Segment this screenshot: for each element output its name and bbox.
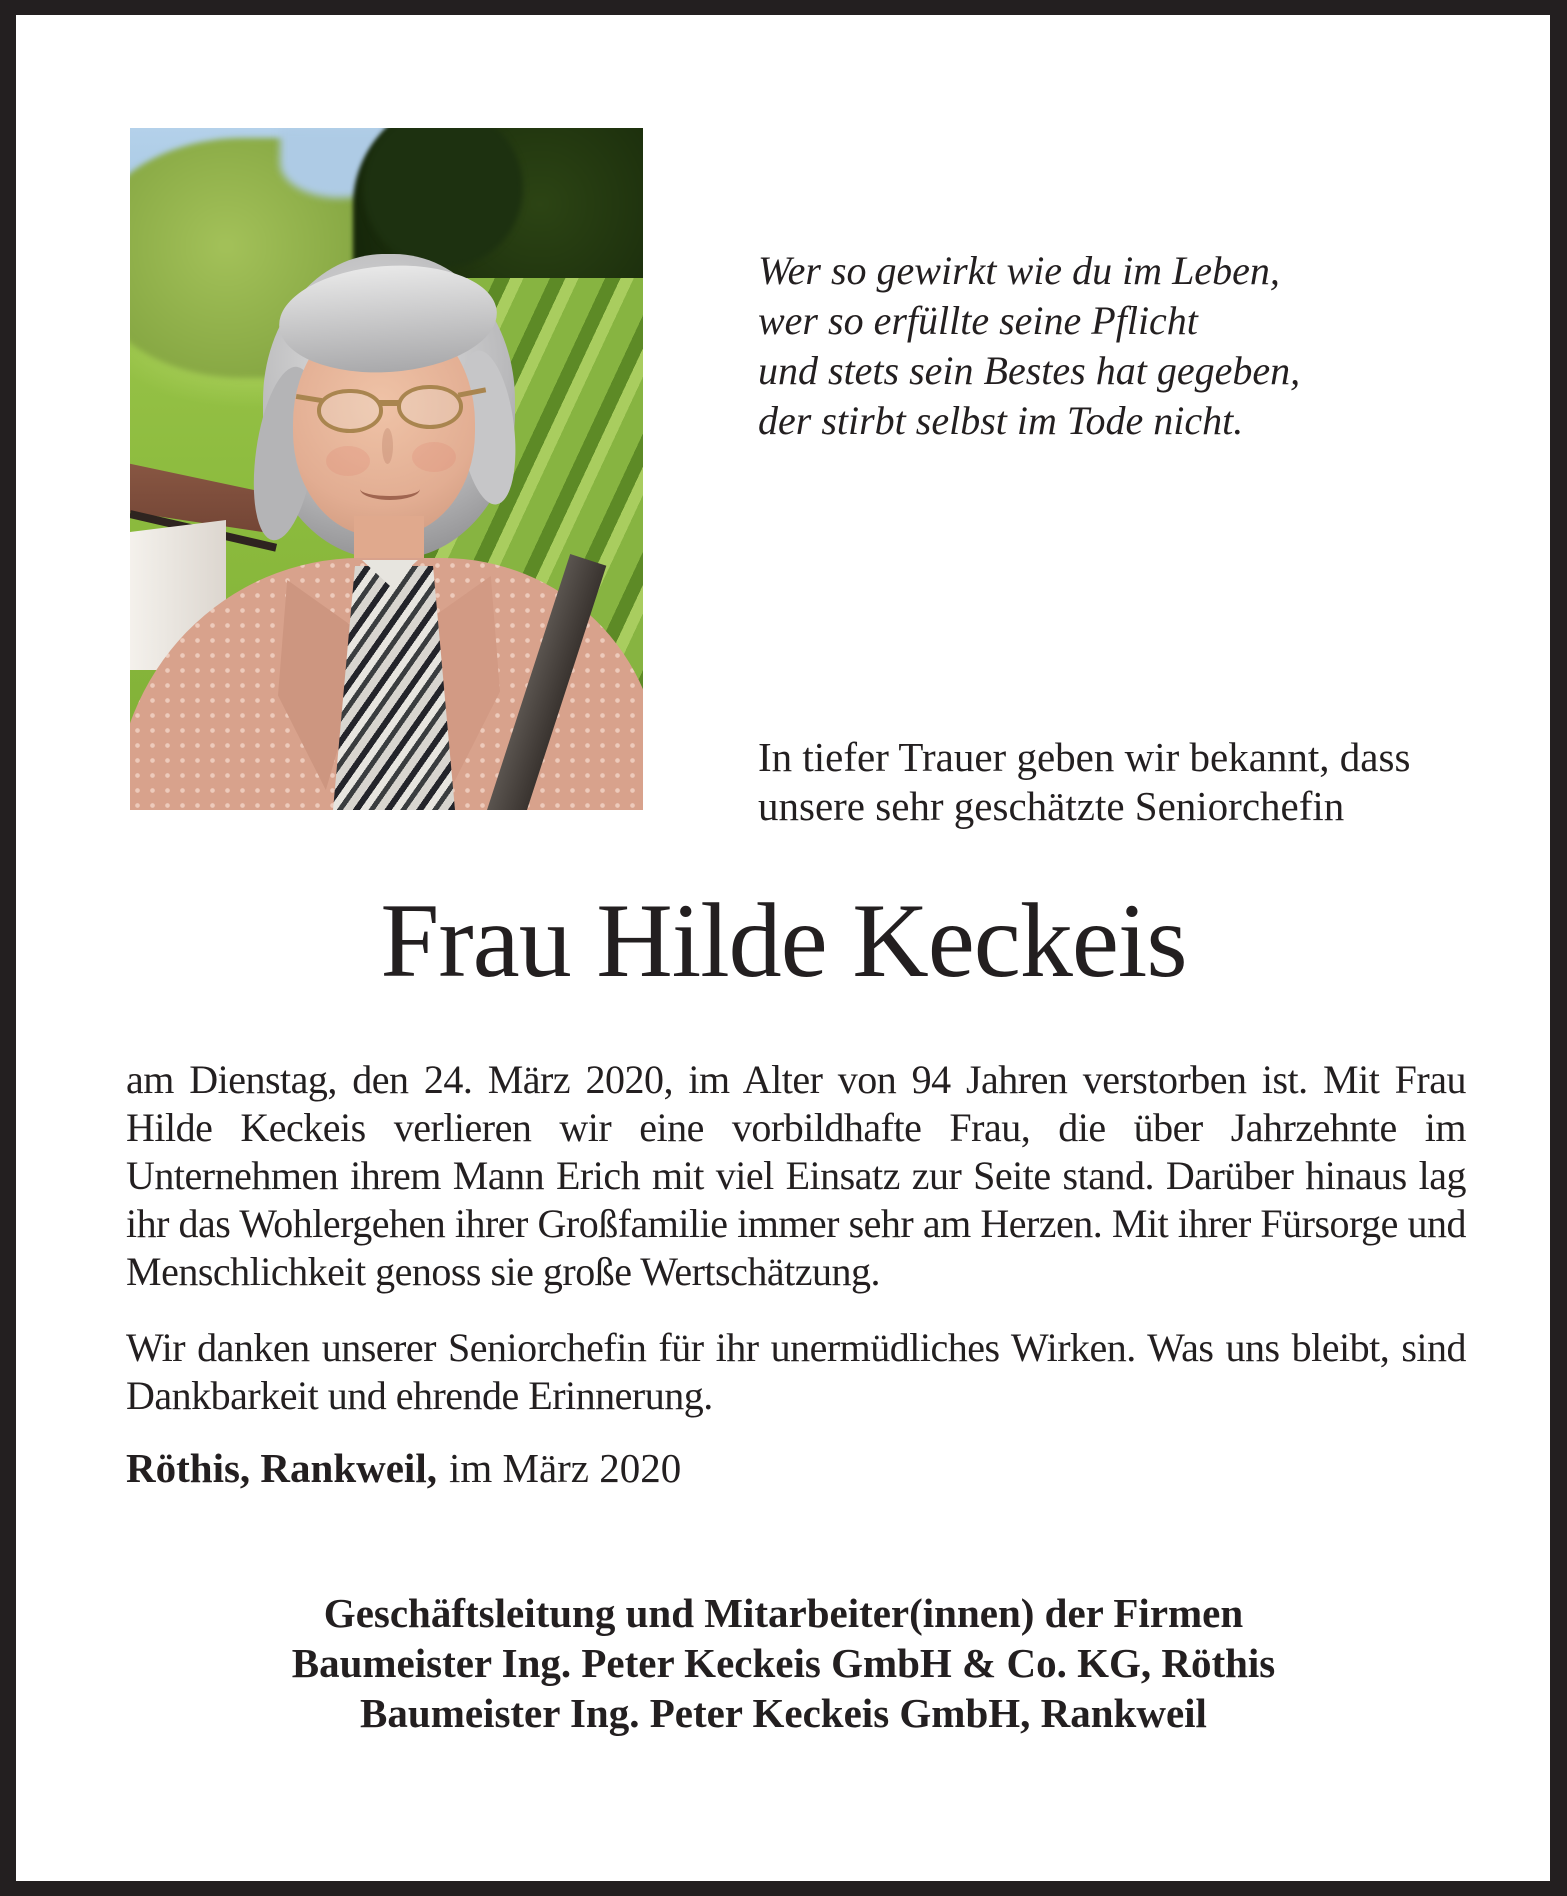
verse-line-2: wer so erfüllte seine Pflicht: [758, 298, 1198, 343]
photo-glasses-right-lens: [397, 385, 463, 429]
dateline: [126, 1444, 681, 1492]
photo-cheek-left: [326, 446, 370, 476]
dateline-date: im März 2020: [448, 1445, 682, 1491]
obituary-paragraph-1: am Dienstag, den 24. März 2020, im Alter von 94 Jahren verstorben ist. Mit Frau Hilde Keckeis verlieren wir eine vorbildhafte Frau, die über Jahrzehnte im Unternehmen ihrem Mann Erich mit viel Einsatz zur Seite stand. Darüber hinaus lag ihr das Wohlergehen ihrer Großfamilie immer sehr am Herzen. Mit ihrer Fürsorge und Menschlichkeit genoss sie große Wertschätzung.: [126, 1057, 1466, 1294]
announcement-line-1: In tiefer Trauer geben wir bekannt, dass: [758, 734, 1411, 780]
dateline-places: Röthis, Rankweil,: [126, 1445, 437, 1491]
photo-nose-shadow: [382, 428, 393, 464]
memorial-verse: [758, 246, 1300, 446]
deceased-name: Frau Hilde Keckeis: [380, 882, 1187, 999]
verse-line-3: und stets sein Bestes hat gegeben,: [758, 348, 1301, 393]
announcement: [758, 733, 1410, 831]
signature-line-2: Baumeister Ing. Peter Keckeis GmbH & Co. KG, Röthis: [291, 1640, 1276, 1686]
signature-block: [0, 1588, 1567, 1738]
signature-line-3: Baumeister Ing. Peter Keckeis GmbH, Rankweil: [360, 1690, 1207, 1736]
verse-line-1: Wer so gewirkt wie du im Leben,: [758, 248, 1280, 293]
portrait-photo: [130, 128, 643, 810]
obituary-paragraph-2: Wir danken unserer Seniorchefin für ihr unermüdliches Wirken. Was uns bleibt, sind Dankbarkeit und ehrende Erinnerung.: [126, 1325, 1466, 1418]
announcement-line-2: unsere sehr geschätzte Seniorchefin: [758, 783, 1345, 829]
verse-line-4: der stirbt selbst im Tode nicht.: [758, 398, 1244, 443]
photo-smile: [360, 478, 420, 500]
photo-glasses-bridge: [379, 400, 401, 406]
signature-line-1: Geschäftsleitung und Mitarbeiter(innen) der Firmen: [323, 1590, 1244, 1636]
photo-glasses-left-lens: [317, 389, 383, 433]
photo-cheek-right: [412, 442, 456, 472]
